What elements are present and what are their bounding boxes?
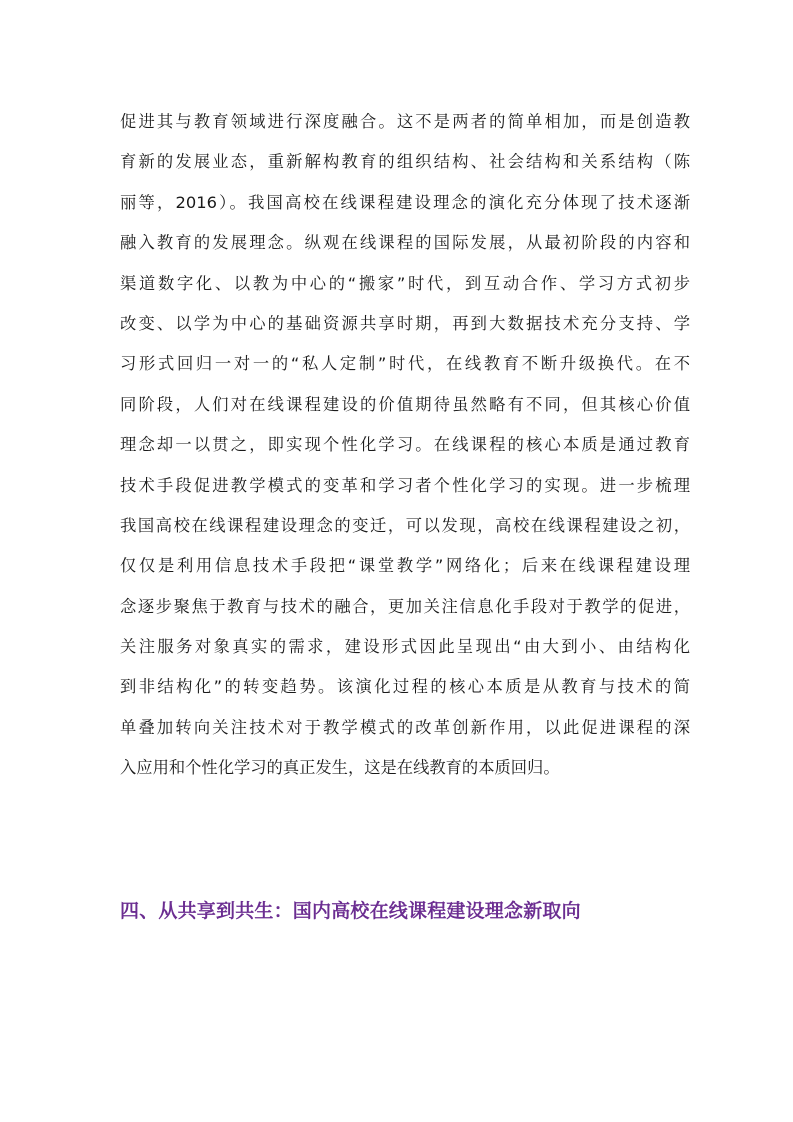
paragraph-line: 丽等，2016）。我国高校在线课程建设理念的演化充分体现了技术逐渐 — [120, 192, 690, 212]
paragraph-line: 念逐步聚焦于教育与技术的融合，更加关注信息化手段对于教学的促进， — [120, 596, 690, 616]
paragraph-line: 改变、以学为中心的基础资源共享时期，再到大数据技术充分支持、学 — [120, 313, 690, 333]
paragraph-line: 技术手段促进教学模式的变革和学习者个性化学习的实现。进一步梳理 — [120, 475, 690, 495]
paragraph-line: 到非结构化”的转变趋势。该演化过程的核心本质是从教育与技术的简 — [120, 677, 690, 697]
paragraph-line: 理念却一以贯之，即实现个性化学习。在线课程的核心本质是通过教育 — [120, 435, 690, 455]
body-paragraph — [120, 102, 690, 789]
paragraph-line: 单叠加转向关注技术对于教学模式的改革创新作用，以此促进课程的深 — [120, 717, 690, 737]
paragraph-line: 习形式回归一对一的“私人定制”时代，在线教育不断升级换代。在不 — [120, 354, 690, 374]
paragraph-line: 我国高校在线课程建设理念的变迁，可以发现，高校在线课程建设之初， — [120, 515, 690, 535]
paragraph-line: 渠道数字化、以教为中心的“搬家”时代，到互动合作、学习方式初步 — [120, 273, 690, 293]
paragraph-line: 融入教育的发展理念。纵观在线课程的国际发展，从最初阶段的内容和 — [120, 233, 690, 253]
paragraph-line: 同阶段，人们对在线课程建设的价值期待虽然略有不同，但其核心价值 — [120, 394, 690, 414]
paragraph-line: 育新的发展业态，重新解构教育的组织结构、社会结构和关系结构（陈 — [120, 152, 690, 172]
paragraph-line: 仅仅是利用信息技术手段把“课堂教学”网络化；后来在线课程建设理 — [120, 556, 690, 576]
section-heading: 四、从共享到共生：国内高校在线课程建设理念新取向 — [120, 900, 581, 922]
paragraph-line-last: 入应用和个性化学习的真正发生，这是在线教育的本质回归。 — [120, 758, 560, 778]
paragraph-line: 促进其与教育领域进行深度融合。这不是两者的简单相加，而是创造教 — [120, 112, 690, 131]
paragraph-line: 关注服务对象真实的需求，建设形式因此呈现出“由大到小、由结构化 — [120, 637, 690, 657]
